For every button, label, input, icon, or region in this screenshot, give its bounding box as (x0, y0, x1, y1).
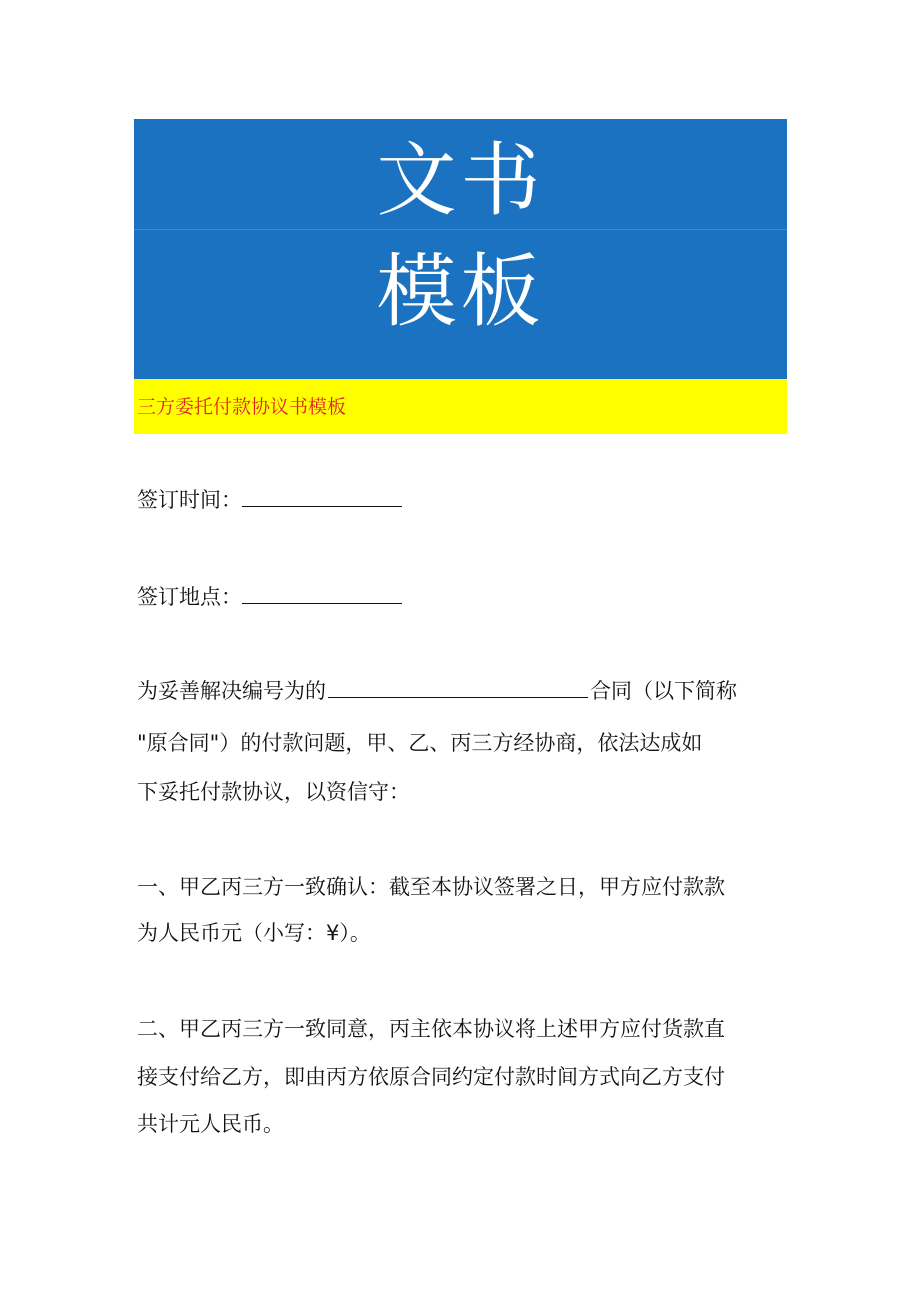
sign-place-blank[interactable] (242, 585, 402, 604)
sign-time-field (137, 486, 797, 514)
clause-2-line-3: 共计元人民币。 (137, 1112, 284, 1136)
sign-time-label: 签订时间： (137, 488, 242, 512)
document-name: 三方委托付款协议书模板 (137, 396, 347, 418)
cover-banner (134, 119, 787, 379)
document-name-bar (134, 379, 787, 434)
intro-line-2: "原合同"）的付款问题，甲、乙、丙三方经协商，依法达成如 (137, 731, 703, 755)
intro-line-1 (137, 677, 797, 705)
sign-time-blank[interactable] (242, 488, 402, 507)
banner-title-line2: 模板 (376, 245, 545, 338)
sign-place-field (137, 583, 797, 611)
banner-title-line1: 文书 (376, 134, 545, 227)
clause-1-line-1: 一、甲乙丙三方一致确认：截至本协议签署之日，甲方应付款款 (137, 875, 725, 899)
banner-divider (134, 229, 787, 230)
intro-line1-before: 为妥善解决编号为的 (137, 679, 326, 703)
clause-1-line-2: 为人民币元（小写：¥）。 (137, 921, 371, 945)
clause-2-line-2: 接支付给乙方，即由丙方依原合同约定付款时间方式向乙方支付 (137, 1065, 725, 1089)
intro-line-3: 下妥托付款协议，以资信守： (137, 780, 410, 804)
contract-number-blank[interactable] (328, 679, 588, 698)
intro-line1-after: 合同（以下简称 (590, 679, 737, 703)
sign-place-label: 签订地点： (137, 585, 242, 609)
clause-2-line-1: 二、甲乙丙三方一致同意，丙主依本协议将上述甲方应付货款直 (137, 1017, 725, 1041)
